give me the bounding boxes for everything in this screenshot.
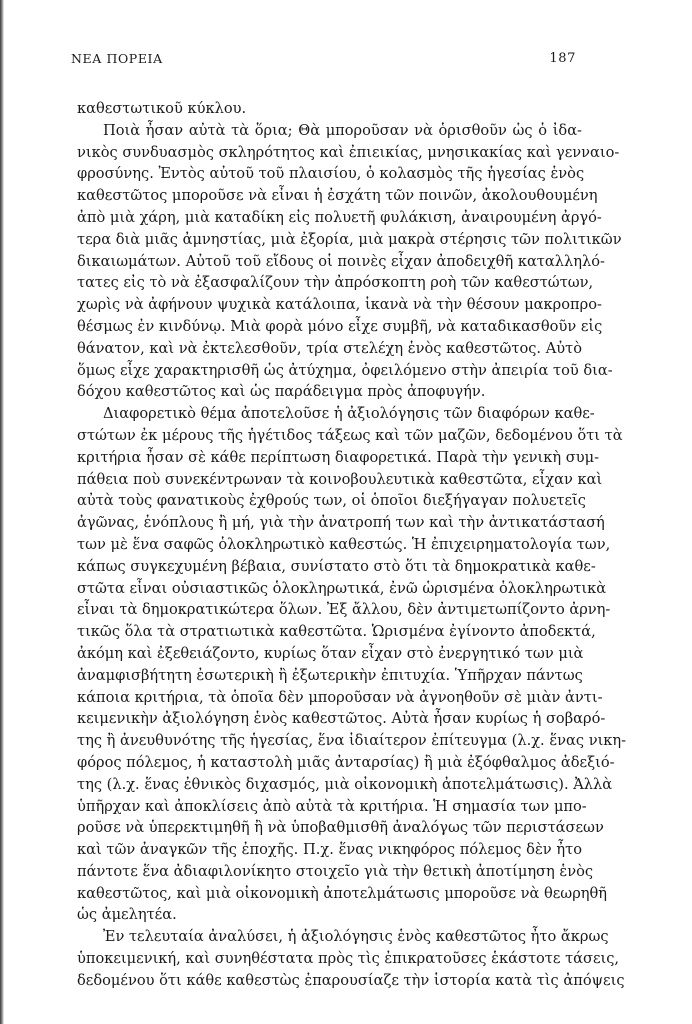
- text-line: της ἢ ἀνευθυνότης τῆς ἡγεσίας, ἕνα ἰδιαίτερον ἐπίτευγμα (λ.χ. ἕνας νικη-: [77, 732, 627, 750]
- text-line: καθεστῶτος μποροῦσε νὰ εἶναι ἡ ἐσχάτη τῶν ποινῶν, ἀκολουθουμένη: [77, 187, 598, 205]
- text-line: δεδομένου ὅτι κάθε καθεστὼς ἐπαρουσίαζε τὴν ἱστορία κατὰ τὶς ἀπόψεις: [77, 971, 625, 989]
- paragraph: [77, 926, 625, 991]
- text-line: εἶναι τὰ δημοκρατικώτερα ὅλων. Ἐξ ἄλλου, δὲν ἀντιμετωπίζοντο ἀρνη-: [77, 601, 611, 619]
- text-line: πάθεια ποὺ συνεκέντρωναν τὰ κοινοβουλευτικὰ καθεστῶτα, εἶχαν καὶ: [77, 470, 603, 488]
- text-line: καθεστῶτος, καὶ μιὰ οἰκονομικὴ ἀποτελμάτωσις μποροῦσε νὰ θεωρηθῆ: [77, 884, 608, 902]
- text-line: ροῦσε νὰ ὑπερεκτιμηθῆ ἢ νὰ ὑποβαθμισθῆ ἀναλόγως τῶν περιστάσεων: [77, 819, 604, 837]
- text-line: δόχου καθεστῶτος καὶ ὡς παράδειγμα πρὸς ἀποφυγήν.: [77, 383, 486, 401]
- text-line: ὑποκειμενική, καὶ συνηθέστατα πρὸς τὶς ἐπικρατοῦσες ἑκάστοτε τάσεις,: [77, 950, 620, 968]
- text-line: Ποιὰ ἦσαν αὐτὰ τὰ ὅρια; Θὰ μποροῦσαν νὰ ὁρισθοῦν ὡς ὁ ἰδα-: [103, 121, 582, 139]
- text-line: ὡς ἀμελητέα.: [77, 906, 177, 924]
- page-binding-edge: [0, 0, 4, 1024]
- text-line: ἀκόμη καὶ ἐξεθειάζοντο, κυρίως ὅταν εἶχαν στὸ ἐνεργητικό των μιὰ: [77, 644, 584, 662]
- text-line: Ἐν τελευταία ἀναλύσει, ἡ ἀξιολόγησις ἑνὸς καθεστῶτος ἦτο ἄκρως: [103, 928, 609, 946]
- paragraph: [77, 98, 582, 120]
- text-line: κριτήρια ἦσαν σὲ κάθε περίπτωση διαφορετικά. Παρὰ τὴν γενικὴ συμ-: [77, 448, 600, 466]
- text-line: θάνατον, καὶ νὰ ἐκτελεσθοῦν, τρία στελέχη ἑνὸς καθεστῶτος. Αὐτὸ: [77, 339, 582, 357]
- paragraph: [77, 120, 622, 403]
- text-line: κάποια κριτήρια, τὰ ὁποῖα δὲν μποροῦσαν νὰ ἀγνοηθοῦν σὲ μιὰν ἀντι-: [77, 688, 603, 706]
- text-line: θέσμως ἐν κινδύνῳ. Μιὰ φορὰ μόνο εἶχε συμβῆ, νὰ καταδικασθοῦν εἰς: [77, 317, 603, 335]
- text-line: χωρὶς νὰ ἀφήνουν ψυχικὰ κατάλοιπα, ἱκανὰ νὰ τὴν θέσουν μακροπρο-: [77, 296, 602, 314]
- text-line: Διαφορετικὸ θέμα ἀποτελοῦσε ἡ ἀξιολόγησις τῶν διαφόρων καθε-: [103, 405, 595, 423]
- text-line: κειμενικὴν ἀξιολόγηση ἑνὸς καθεστῶτος. Αὐτὰ ἦσαν κυρίως ἡ σοβαρό-: [77, 710, 606, 728]
- text-line: δικαιωμάτων. Αὐτοῦ τοῦ εἴδους οἱ ποινὲς εἶχαν ἀποδειχθῆ καταλληλό-: [77, 252, 605, 270]
- text-line: ἀπὸ μιὰ χάρη, μιὰ καταδίκη εἰς πολυετῆ φυλάκιση, ἀναιρουμένη ἀργό-: [77, 208, 602, 226]
- text-line: στῶτα εἶναι οὐσιαστικῶς ὁλοκληρωτικά, ἐνῶ ὡρισμένα ὁλοκληρωτικὰ: [77, 579, 607, 597]
- text-line: τατες εἰς τὸ νὰ ἐξασφαλίζουν τὴν ἀπρόσκοπτη ροὴ τῶν καθεστώτων,: [77, 274, 594, 292]
- paragraph: [77, 403, 627, 926]
- text-line: αὐτὰ τοὺς φανατικοὺς ἐχθρούς των, οἱ ὁποῖοι διεξήγαγαν πολυετεῖς: [77, 492, 586, 510]
- text-line: καὶ τῶν ἀναγκῶν τῆς ἐποχῆς. Π.χ. ἕνας νικηφόρος πόλεμος δὲν ἦτο: [77, 841, 582, 859]
- text-line: πάντοτε ἕνα ἀδιαφιλονίκητο στοιχεῖο γιὰ τὴν θετικὴ ἀποτίμηση ἑνὸς: [77, 862, 594, 880]
- running-title: ΝΕΑ ΠΟΡΕΙΑ: [71, 51, 163, 66]
- running-head: [71, 51, 576, 71]
- text-line: καθεστωτικοῦ κύκλου.: [77, 100, 247, 117]
- text-line: τερα διὰ μιᾶς ἀμνηστίας, μιὰ ἐξορία, μιὰ μακρὰ στέρησις τῶν πολιτικῶν: [77, 230, 622, 248]
- text-line: νικὸς συνδυασμὸς σκληρότητος καὶ ἐπιεικίας, μνησικακίας καὶ γενναιο-: [77, 143, 620, 161]
- body-text: [77, 98, 627, 992]
- text-line: ὅμως εἶχε χαρακτηρισθῆ ὡς ἀτύχημα, ὀφειλόμενο στὴν ἀπειρία τοῦ δια-: [77, 361, 613, 379]
- text-line: στώτων ἐκ μέρους τῆς ἡγέτιδος τάξεως καὶ τῶν μαζῶν, δεδομένου ὅτι τὰ: [77, 426, 623, 444]
- text-line: των μὲ ἕνα σαφῶς ὁλοκληρωτικὸ καθεστώς. Ἡ ἐπιχειρηματολογία των,: [77, 535, 611, 553]
- text-line: ἀναμφισβήτητη ἐσωτερικὴ ἢ ἐξωτερικὴν ἐπιτυχία. Ὑπῆρχαν πάντως: [77, 666, 583, 684]
- text-line: της (λ.χ. ἕνας ἐθνικὸς διχασμός, μιὰ οἰκονομικὴ ἀποτελμάτωσις). Ἀλλὰ: [77, 775, 613, 793]
- text-line: ὑπῆρχαν καὶ ἀποκλίσεις ἀπὸ αὐτὰ τὰ κριτήρια. Ἡ σημασία των μπο-: [77, 797, 587, 815]
- text-line: κάπως συγκεχυμένη βέβαια, συνίστατο στὸ ὅτι τὰ δημοκρατικὰ καθε-: [77, 557, 596, 575]
- text-line: φροσύνης. Ἐντὸς αὐτοῦ τοῦ πλαισίου, ὁ κολασμὸς τῆς ἡγεσίας ἑνὸς: [77, 165, 585, 183]
- page-number: 187: [549, 51, 576, 66]
- text-line: φόρος πόλεμος, ἡ καταστολὴ μιᾶς ἀνταρσίας) ἢ μιὰ ἐξόφθαλμος ἀδεξιό-: [77, 753, 615, 771]
- text-line: ἀγῶνας, ἐνόπλους ἢ μή, γιὰ τὴν ἀνατροπή των καὶ τὴν ἀντικατάστασή: [77, 514, 605, 532]
- text-line: τικῶς ὅλα τὰ στρατιωτικὰ καθεστῶτα. Ὡρισμένα ἐγίνοντο ἀποδεκτά,: [77, 623, 596, 641]
